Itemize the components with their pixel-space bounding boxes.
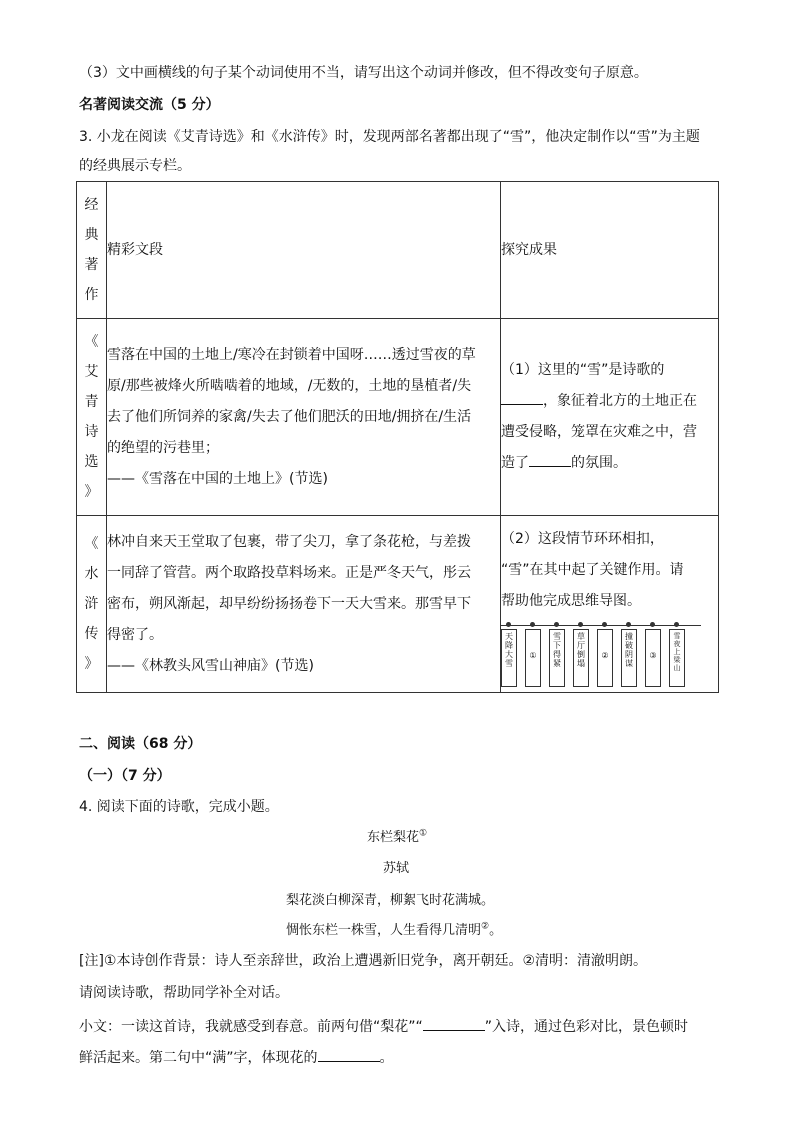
header-results: 探究成果 (501, 182, 719, 319)
header-passages: 精彩文段 (107, 182, 501, 319)
mind-map-dot (626, 622, 631, 627)
answer-blank[interactable] (501, 388, 543, 405)
mind-map-dot (554, 622, 559, 627)
mind-map-dot (674, 622, 679, 627)
mind-map-dot (578, 622, 583, 627)
mind-map-node-4: 草 厅 倒 塌 (573, 629, 589, 687)
q3-intro-line2: 的经典展示专栏。 (79, 158, 191, 174)
classics-table (76, 181, 719, 693)
answer-blank[interactable] (423, 1014, 485, 1031)
table-row-aiqing (77, 319, 719, 516)
poem-line-2: 惆怅东栏一株雪，人生看得几清明②。 (286, 921, 503, 938)
mind-map-node-1: 天 降 大 雪 (501, 629, 517, 687)
mind-map-node-blank-2[interactable]: ② (597, 629, 613, 687)
result-shuihu: （2）这段情节环环相扣， “雪”在其中起了关键作用。请 帮助他完成思维导图。 天 降 大 雪 ① 雪 下 得 紧 草 厅 倒 塌 ② 撞 破 阴 谋 ③ 雪 夜 上 梁 山 (501, 516, 719, 693)
answer-blank[interactable] (318, 1045, 380, 1062)
table-header-row (77, 182, 719, 319)
mind-map-node-8: 雪 夜 上 梁 山 (669, 629, 685, 687)
table-row-shuihu (77, 516, 719, 693)
task-instruction: 请阅读诗歌，帮助同学补全对话。 (79, 985, 289, 1001)
mind-map-node-3: 雪 下 得 紧 (549, 629, 565, 687)
mind-map (501, 621, 701, 685)
mind-map-node-blank-3[interactable]: ③ (645, 629, 661, 687)
poem-notes: [注]①本诗创作背景：诗人至亲辞世，政治上遭遇新旧党争，离开朝廷。②清明：清澈明朗。 (79, 953, 648, 969)
poem-title: 东栏梨花① (367, 828, 428, 845)
answer-blank[interactable] (529, 450, 571, 467)
mind-map-node-blank-1[interactable]: ① (525, 629, 541, 687)
poem-author: 苏轼 (383, 861, 410, 876)
mind-map-dot (650, 622, 655, 627)
dialog-line-1: 小文：一读这首诗，我就感受到春意。前两句借“梨花”“ ”入诗，通过色彩对比，景色顿时 (79, 1014, 688, 1036)
q3-intro-line1: 3. 小龙在阅读《艾青诗选》和《水浒传》时，发现两部名著都出现了“雪”，他决定制作以“雪”为主题 (79, 129, 700, 145)
poem-line-1: 梨花淡白柳深青，柳絮飞时花满城。 (286, 893, 495, 908)
result-aiqing: （1）这里的“雪”是诗歌的 ，象征着北方的土地正在 遭受侵略，笼罩在灾难之中，营 造了 的氛围。 (501, 319, 719, 516)
mind-map-dot (506, 622, 511, 627)
q4-intro: 4. 阅读下面的诗歌，完成小题。 (79, 799, 279, 815)
mind-map-dot (602, 622, 607, 627)
book-title-aiqing: 《 艾 青 诗 选 》 (77, 319, 107, 516)
book-title-shuihu: 《 水 浒 传 》 (77, 516, 107, 693)
section-heading-reading: 二、阅读（68 分） (79, 736, 202, 752)
passage-shuihu: 林冲自来天王堂取了包裹，带了尖刀，拿了条花枪，与差拨 一同辞了管营。两个取路投草料场来。正是严冬天气，彤云 密布，朔风渐起，却早纷纷扬扬卷下一天大雪来。那雪早下 得密了。 ——《林教头风雪山神庙》(节选) (107, 516, 501, 693)
section-heading-classics: 名著阅读交流（5 分） (79, 97, 220, 113)
mind-map-dot (530, 622, 535, 627)
header-classic-works: 经 典 著 作 (77, 182, 107, 319)
passage-aiqing: 雪落在中国的土地上/寒冷在封锁着中国呀……透过雪夜的草 原/那些被烽火所啮啮着的地域，/无数的，土地的垦植者/失 去了他们所饲养的家禽/失去了他们肥沃的田地/拥挤在/生活 的绝望的污巷里； ——《雪落在中国的土地上》(节选) (107, 319, 501, 516)
mind-map-node-6: 撞 破 阴 谋 (621, 629, 637, 687)
subsection-heading-1: （一）（7 分） (79, 768, 171, 784)
dialog-line-2: 鲜活起来。第二句中“满”字，体现花的 。 (79, 1045, 394, 1067)
q3-subquestion-3: （3）文中画横线的句子某个动词使用不当，请写出这个动词并修改，但不得改变句子原意。 (79, 65, 648, 81)
